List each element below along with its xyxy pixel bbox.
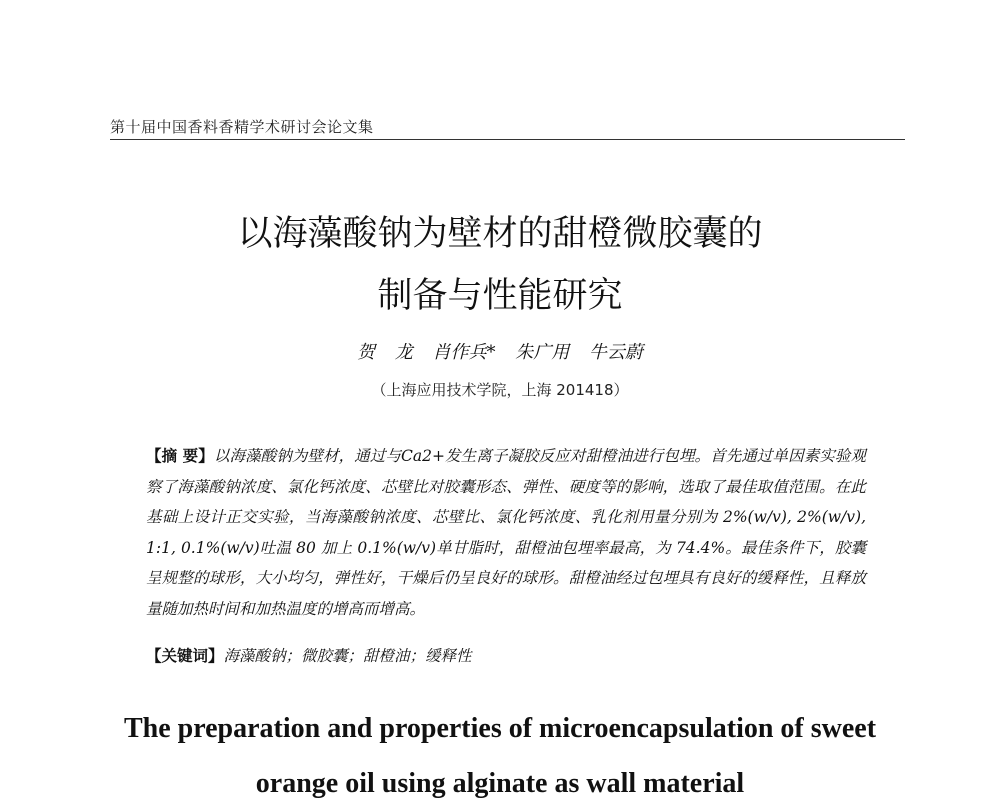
paper-title-line-1: 以海藻酸钠为壁材的甜橙微胶囊的 [237, 214, 763, 254]
english-title-line-2: orange oil using alginate as wall material [255, 768, 745, 799]
running-header: 第十届中国香料香精学术研讨会论文集 [110, 118, 374, 136]
keywords-text: 海藻酸钠；微胶囊；甜橙油；缓释性 [223, 647, 472, 665]
affiliation: （上海应用技术学院，上海 201418） [371, 381, 629, 399]
abstract [146, 441, 866, 624]
authors: 贺 龙 肖作兵* 朱广用 牛云蔚 [357, 342, 643, 363]
abstract-text: 以海藻酸钠为壁材，通过与Ca2+发生离子凝胶反应对甜橙油进行包埋。首先通过单因素实验观察了海藻酸钠浓度、氯化钙浓度、芯壁比对胶囊形态、弹性、硬度等的影响，选取了最佳取值范围。在此基础上设计正交实验，当海藻酸钠浓度、芯壁比、氯化钙浓度、乳化剂用量分别为 2%(w/v), 2%(w/v), 1:1, 0.1%(w/v)吐温 80 加上 0.1%(w/v)单甘脂时，甜橙油包埋率最高，为 74.4%。最佳条件下，胶囊呈规整的球形，大小均匀，弹性好，干燥后仍呈良好的球形。甜橙油经过包埋具有良好的缓释性，且释放量随加热时间和加热温度的增高而增高。 [146, 447, 866, 618]
abstract-label: 【摘 要】 [146, 447, 214, 465]
header-rule [110, 139, 905, 140]
keywords-label: 【关键词】 [146, 647, 224, 665]
english-title-line-1: The preparation and properties of microencapsulation of sweet [123, 713, 877, 744]
paper-title-line-2: 制备与性能研究 [377, 276, 623, 316]
keywords [146, 641, 866, 671]
